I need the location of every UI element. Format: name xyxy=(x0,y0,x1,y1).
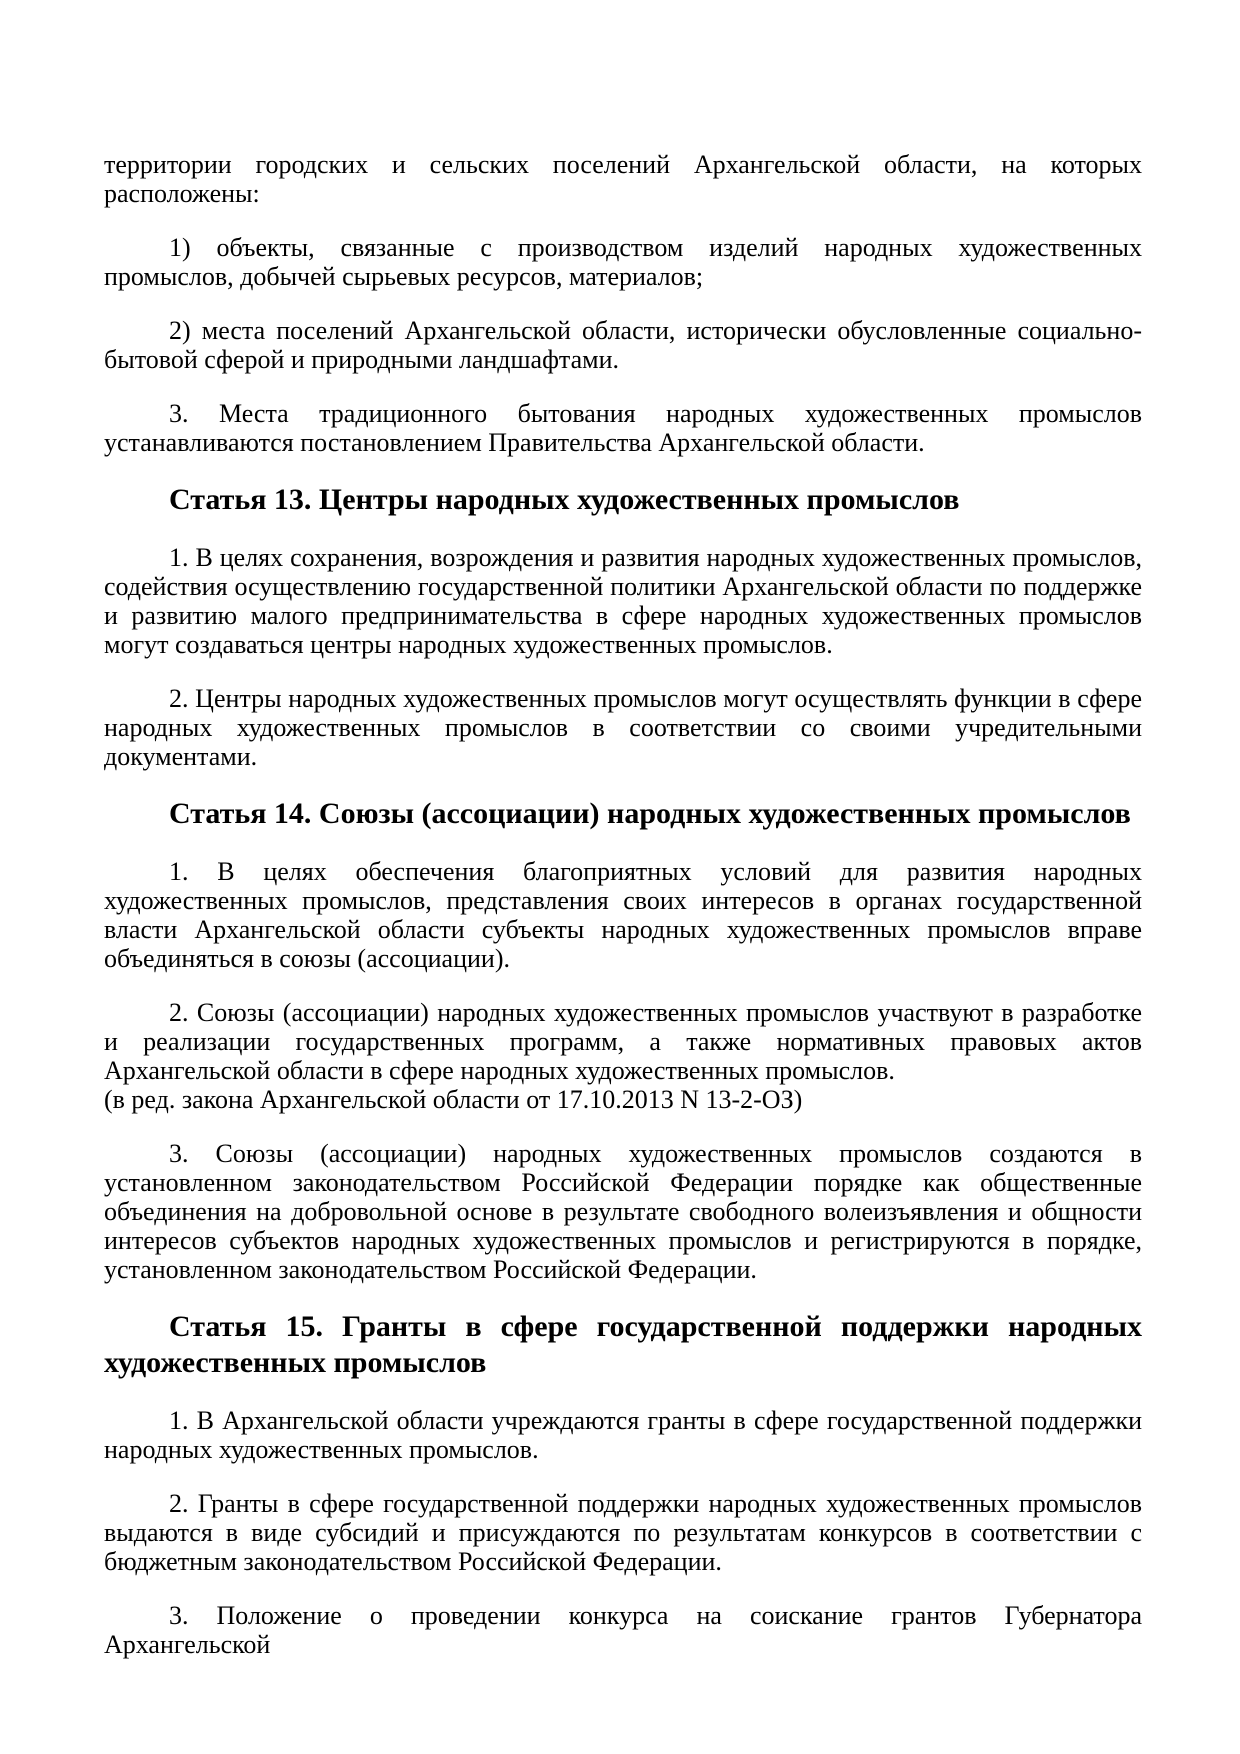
law-paragraph-continuation: территории городских и сельских поселений Архангельской области, на которых расположены: xyxy=(104,150,1142,208)
law-paragraph-cut: 3. Положение о проведении конкурса на соискание грантов Губернатора Архангельской xyxy=(104,1601,1142,1659)
article-15-heading: Статья 15. Гранты в сфере государственной поддержки народных художественных промыслов xyxy=(104,1310,1142,1379)
law-paragraph: 3. Союзы (ассоциации) народных художественных промыслов создаются в установленном законодательством Российской Федерации порядке как общественные объединения на добровольной основе в результате свободного волеизъявления и общности интересов субъектов народных художественных промыслов и регистрируются в порядке, установленном законодательством Российской Федерации. xyxy=(104,1139,1142,1284)
law-paragraph: 1. В Архангельской области учреждаются гранты в сфере государственной поддержки народных художественных промыслов. xyxy=(104,1406,1142,1464)
law-paragraph: 2. Союзы (ассоциации) народных художественных промыслов участвуют в разработке и реализации государственных программ, а также нормативных правовых актов Архангельской области в сфере народных художественных промыслов. xyxy=(104,998,1142,1085)
law-list-item: 2) места поселений Архангельской области, исторически обусловленные социально-бытовой сферой и природными ландшафтами. xyxy=(104,316,1142,374)
amendment-note: (в ред. закона Архангельской области от 17.10.2013 N 13-2-ОЗ) xyxy=(104,1085,803,1114)
law-text-column xyxy=(104,150,1142,1659)
law-paragraph: 2. Гранты в сфере государственной поддержки народных художественных промыслов выдаются в виде субсидий и присуждаются по результатам конкурсов в соответствии с бюджетным законодательством Российской Федерации. xyxy=(104,1489,1142,1576)
law-paragraph: 1. В целях сохранения, возрождения и развития народных художественных промыслов, содействия осуществлению государственной политики Архангельской области по поддержке и развитию малого предпринимательства в сфере народных художественных промыслов могут создаваться центры народных художественных промыслов. xyxy=(104,543,1142,659)
law-paragraph: 1. В целях обеспечения благоприятных условий для развития народных художественных промыслов, представления своих интересов в органах государственной власти Архангельской области субъекты народных художественных промыслов вправе объединяться в союзы (ассоциации). xyxy=(104,857,1142,973)
article-13-heading: Статья 13. Центры народных художественных промыслов xyxy=(169,483,960,516)
law-paragraph: 3. Места традиционного бытования народных художественных промыслов устанавливаются постановлением Правительства Архангельской области. xyxy=(104,399,1142,457)
article-14-heading: Статья 14. Союзы (ассоциации) народных художественных промыслов xyxy=(169,797,1131,830)
law-paragraph: 2. Центры народных художественных промыслов могут осуществлять функции в сфере народных художественных промыслов в соответствии со своими учредительными документами. xyxy=(104,684,1142,771)
law-list-item: 1) объекты, связанные с производством изделий народных художественных промыслов, добычей сырьевых ресурсов, материалов; xyxy=(104,233,1142,291)
